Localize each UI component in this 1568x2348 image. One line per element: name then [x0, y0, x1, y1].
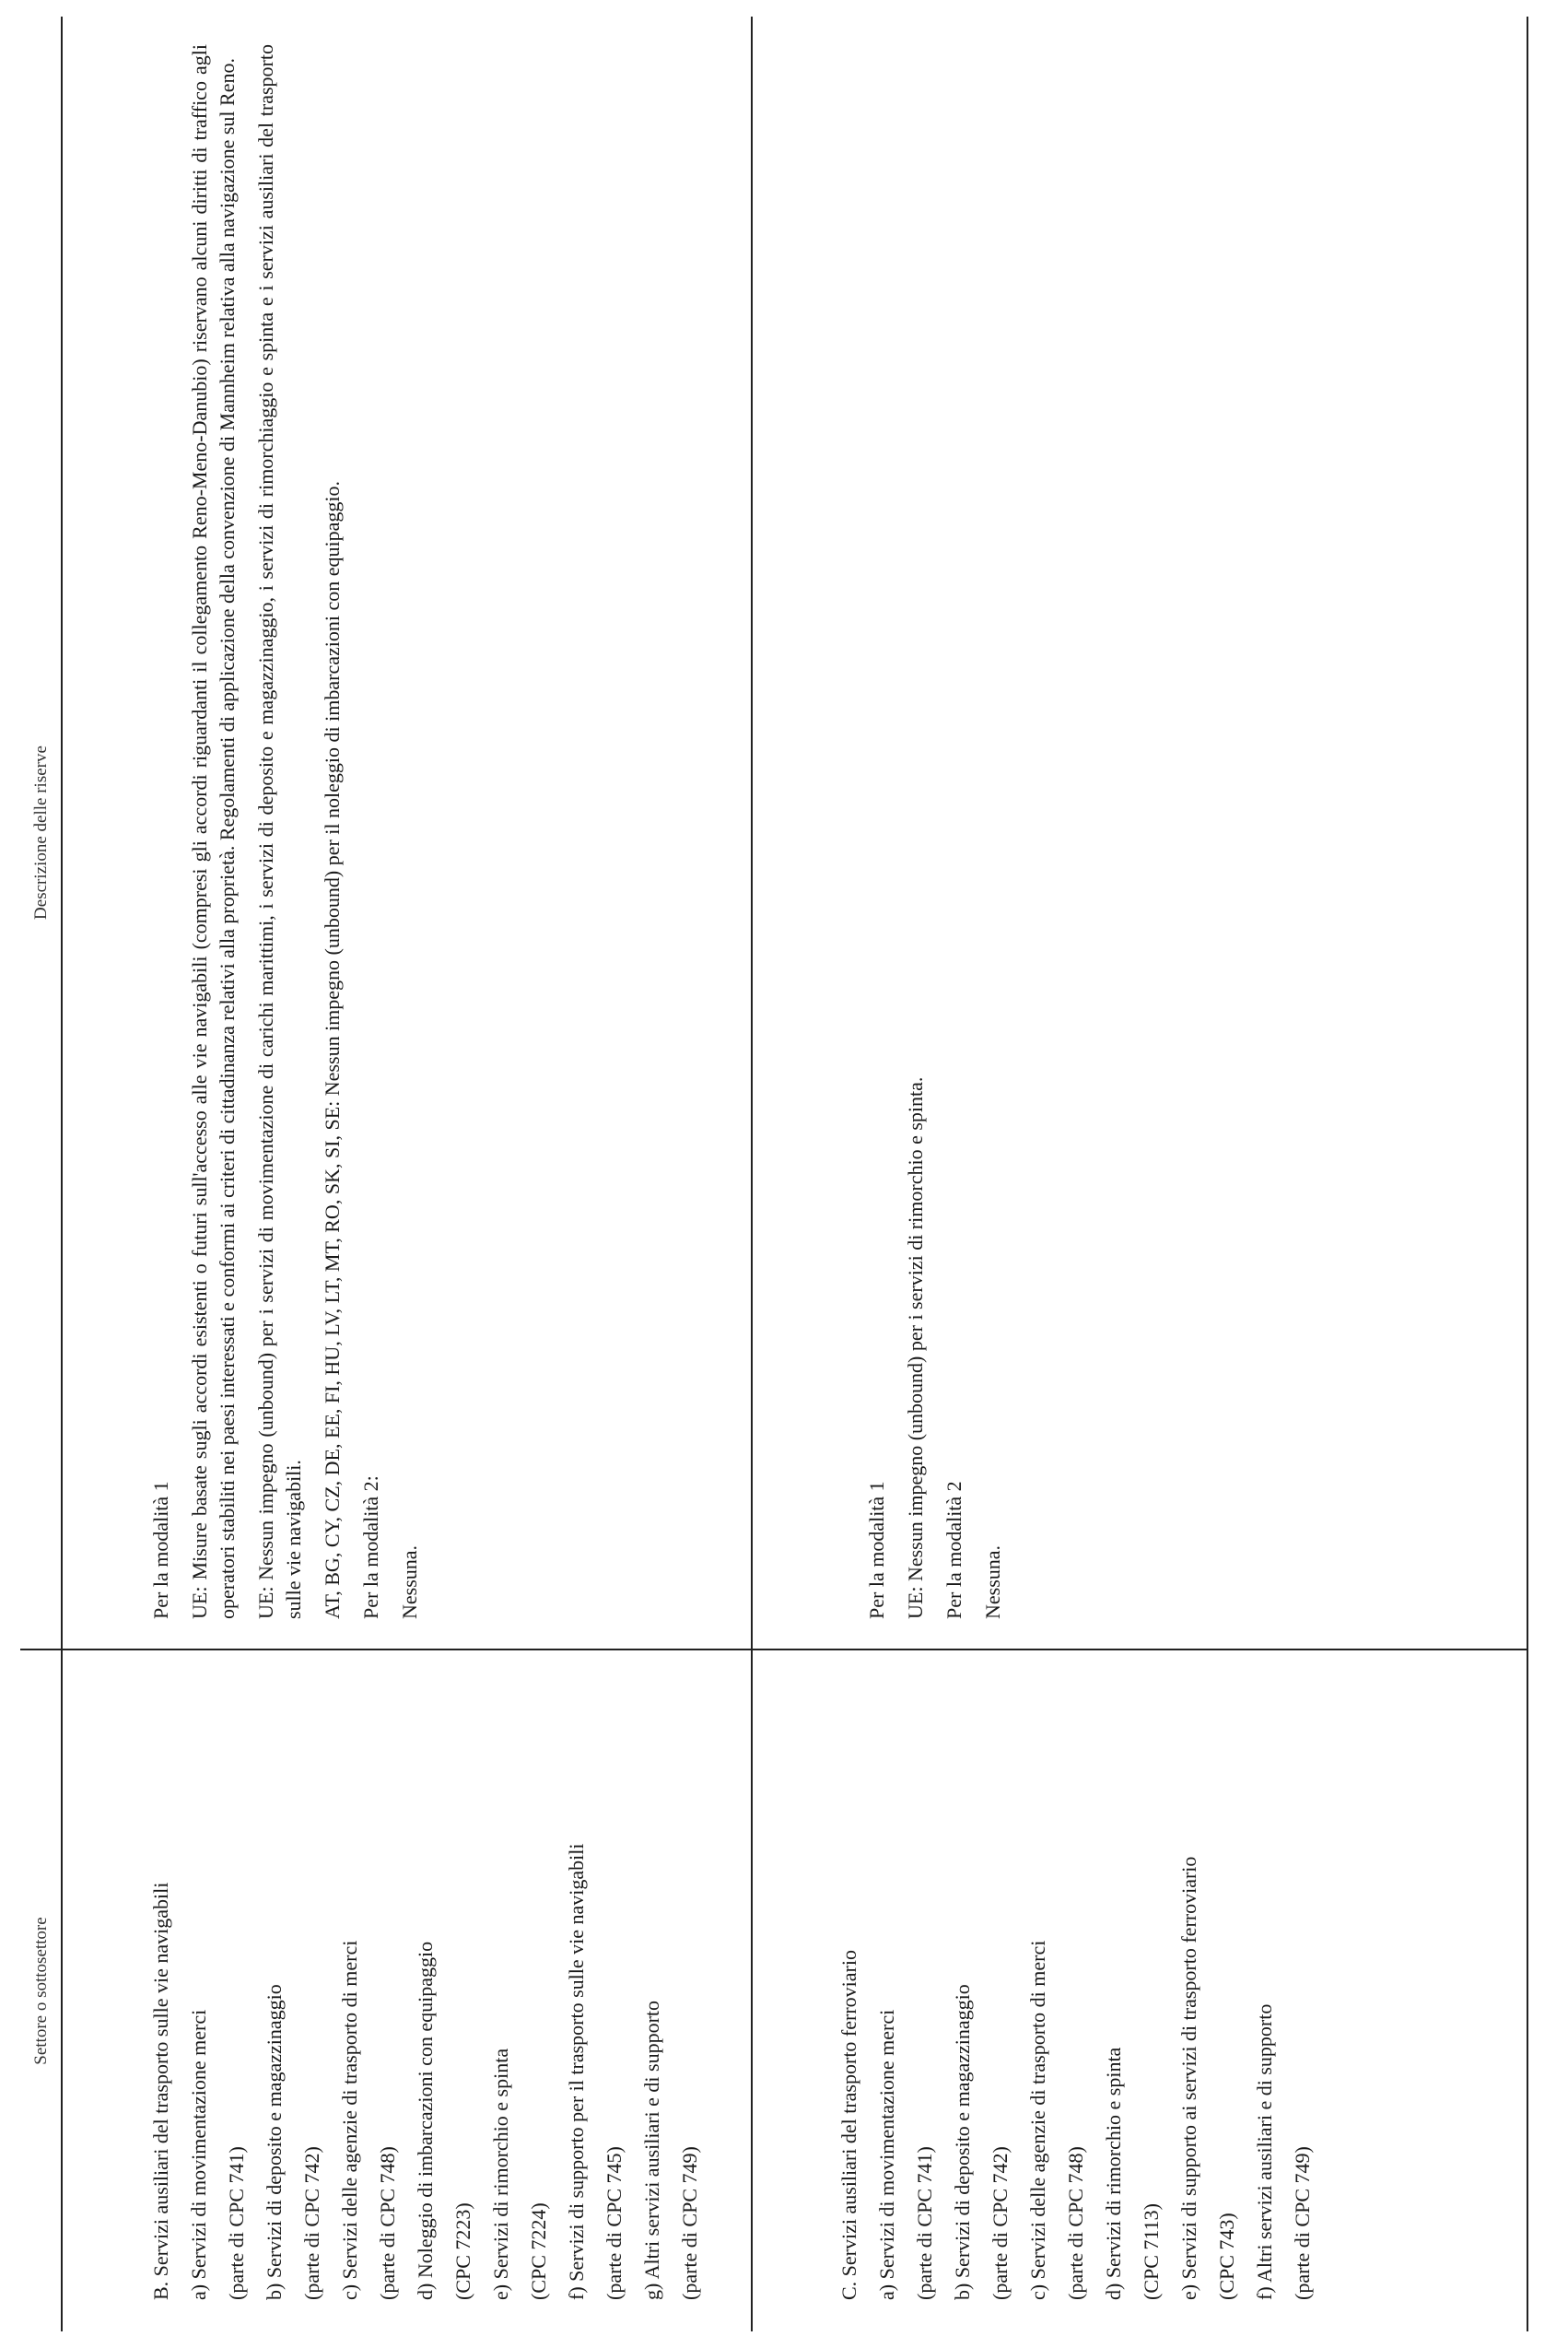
reservation-paragraph: Per la modalità 2	[942, 1481, 965, 1619]
sector-line: (parte di CPC 741)	[225, 2146, 248, 2300]
sector-line: B. Servizi ausiliari del trasporto sulle vie navigabili	[149, 1882, 172, 2300]
sector-cell	[752, 1649, 1527, 2331]
sector-line: a) Servizi di movimentazione merci	[875, 2009, 898, 2300]
reservation-paragraph: UE: Nessun impegno (unbound) per i servizi di rimorchio e spinta.	[904, 1076, 927, 1619]
sector-line: e) Servizi di rimorchio e spinta	[489, 2048, 512, 2300]
sector-line: c) Servizi delle agenzie di trasporto di merci	[338, 1940, 361, 2300]
sector-line: (CPC 7223)	[451, 2202, 474, 2300]
header-sector: Settore o sottosettore	[20, 1649, 62, 2331]
table-row	[62, 17, 752, 2331]
sector-cell	[62, 1649, 752, 2331]
sector-line: f) Altri servizi ausiliari e di supporto	[1253, 2003, 1276, 2300]
sector-line: (parte di CPC 748)	[376, 2146, 399, 2300]
sector-line: e) Servizi di supporto ai servizi di trasporto ferroviario	[1177, 1856, 1200, 2300]
reservations-cell	[752, 17, 1527, 1649]
sector-line: C. Servizi ausiliari del trasporto ferroviario	[837, 1950, 860, 2300]
sector-line: d) Noleggio di imbarcazioni con equipaggio	[414, 1941, 437, 2300]
reservation-paragraph: Nessuna.	[398, 1544, 421, 1619]
reservation-paragraph: Per la modalità 1	[149, 1481, 172, 1619]
reservation-paragraph: Nessuna.	[981, 1544, 1004, 1619]
reservation-paragraph: UE: Nessun impegno (unbound) per i servizi di movimentazione di carichi marittimi, i servizi di deposito e magazzinaggio, i servizi di rimorchiaggio e spinta e i servizi ausiliari del trasporto sulle vie navigabili.	[254, 44, 305, 1619]
sector-line: a) Servizi di movimentazione merci	[187, 2009, 210, 2300]
sector-line: b) Servizi di deposito e magazzinaggio	[951, 1984, 974, 2300]
sector-line: (parte di CPC 749)	[1291, 2146, 1314, 2300]
sector-line: g) Altri servizi ausiliari e di supporto	[640, 2000, 663, 2300]
sector-line: (CPC 743)	[1215, 2213, 1238, 2300]
reservation-paragraph: AT, BG, CY, CZ, DE, EE, FI, HU, LV, LT, MT, RO, SK, SI, SE: Nessun impegno (unbound) per il noleggio di imbarcazioni con equipaggio.	[321, 481, 344, 1619]
sector-line: (CPC 7113)	[1140, 2203, 1163, 2300]
reservations-table	[20, 17, 1528, 2331]
sector-line: (parte di CPC 745)	[603, 2146, 626, 2300]
sector-line: f) Servizi di supporto per il trasporto sulle vie navigabili	[565, 1843, 588, 2300]
sector-line: (parte di CPC 742)	[989, 2146, 1012, 2300]
header-reservations: Descrizione delle riserve	[20, 17, 62, 1649]
table-header-row	[20, 17, 62, 2331]
sector-line: (parte di CPC 741)	[913, 2146, 936, 2300]
reservation-paragraph: Per la modalità 2:	[359, 1475, 382, 1619]
sector-line: d) Servizi di rimorchio e spinta	[1102, 2047, 1125, 2300]
reservations-cell	[62, 17, 752, 1649]
reservation-paragraph: Per la modalità 1	[865, 1481, 888, 1619]
sector-line: (parte di CPC 742)	[300, 2146, 323, 2300]
sector-line: (parte di CPC 748)	[1064, 2146, 1087, 2300]
sector-line: (CPC 7224)	[527, 2202, 550, 2300]
sector-line: c) Servizi delle agenzie di trasporto di merci	[1026, 1940, 1049, 2300]
table-row	[752, 17, 1527, 2331]
sector-line: b) Servizi di deposito e magazzinaggio	[263, 1984, 286, 2300]
sector-line: (parte di CPC 749)	[678, 2146, 701, 2300]
reservation-paragraph: UE: Misure basate sugli accordi esistenti o futuri sull'accesso alle vie navigabili (compresi gli accordi riguardanti il collegamento Reno-Meno-Danubio) riservano alcuni diritti di traffico agli operatori stabiliti nei paesi interessati e conformi ai criteri di cittadinanza relativi alla proprietà. Regolamenti di applicazione della convenzione di Mannheim relativa alla navigazione sul Reno.	[188, 44, 239, 1619]
